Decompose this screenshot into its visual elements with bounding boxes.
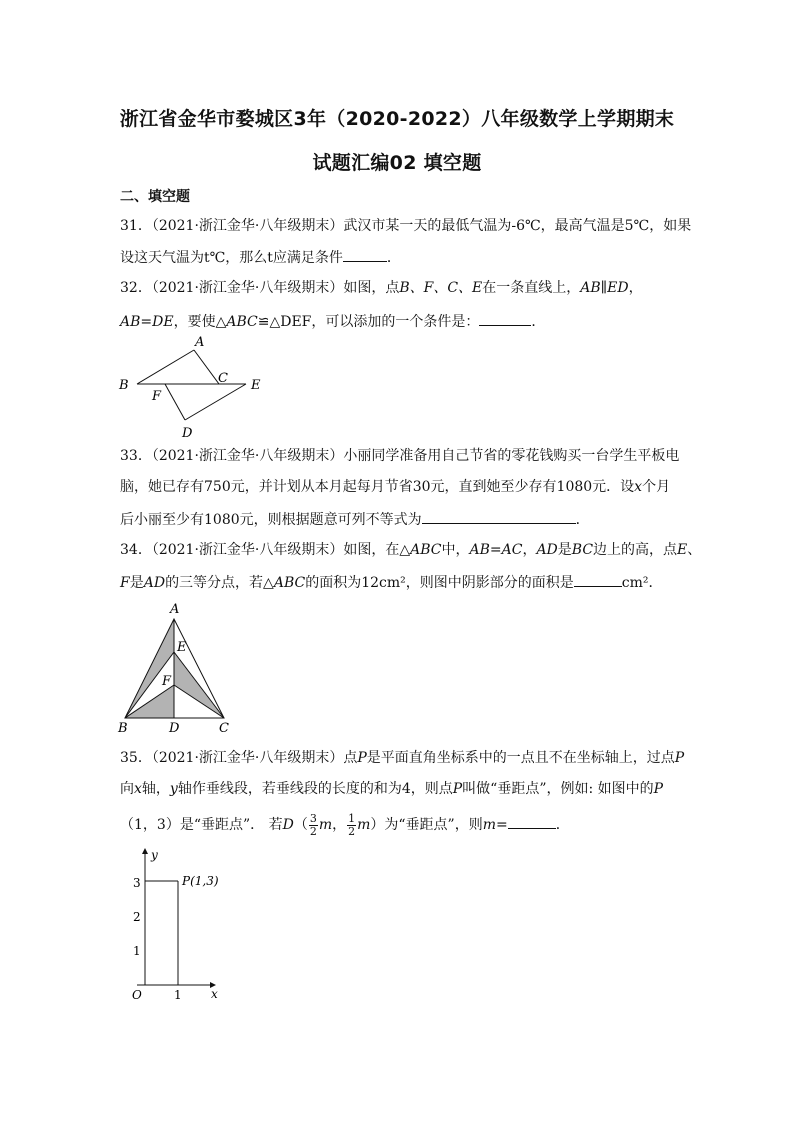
q32-text4: ≌△DEF，可以添加的一个条件是： <box>257 314 480 330</box>
q34-figure <box>115 600 240 735</box>
q32-label-e: E <box>251 378 261 393</box>
q35-point-label: P(1,3) <box>182 874 219 888</box>
q35-coordinate-figure <box>115 845 230 1005</box>
q32-text2: 在一条直线上， <box>482 280 581 296</box>
q34-line1 <box>120 540 701 560</box>
q31-text: 设这天气温为t℃，那么t应满足条件 <box>120 250 343 266</box>
q32-label-f: F <box>152 389 162 404</box>
q35-text: 35．（2021·浙江金华·八年级期末）点 <box>120 750 358 766</box>
q35-p2: P <box>674 750 685 766</box>
q32-answer-blank[interactable] <box>479 310 531 326</box>
q33-line2 <box>120 477 670 497</box>
q34-label-a: A <box>170 602 180 617</box>
q34-ad: AD <box>536 542 558 558</box>
q32-segment-ba <box>137 350 194 384</box>
q33-end: ． <box>575 512 590 528</box>
q32-parallel: AB∥ED <box>580 280 629 296</box>
q34-e: E <box>677 542 688 558</box>
q34-abc2: ABC <box>273 575 306 591</box>
q35-tick-y2: 2 <box>133 910 141 924</box>
q33-text: 脑，她已存有750元，并计划从本月起每月节省30元，直到她至少存有1080元．设 <box>120 479 635 495</box>
q35-frac2-den: 2 <box>348 824 356 838</box>
q32-figure <box>115 332 265 442</box>
q32-label-a: A <box>195 335 205 350</box>
q35-text2: 是平面直角坐标系中的一点且不在坐标轴上，过点 <box>366 750 675 766</box>
q35-t10: ）为“垂距点”，则 <box>370 817 483 833</box>
q34-t8: 的面积为12cm²，则图中阴影部分的面积是 <box>305 575 574 591</box>
q35-d: D <box>282 817 294 833</box>
q35-m3: m <box>482 817 496 833</box>
q31-line1: 31．（2021·浙江金华·八年级期末）武汉市某一天的最低气温为-6℃，最高气温是5℃，如果 <box>120 218 692 234</box>
q32-comma: ， <box>628 280 643 296</box>
q33-line1: 33．（2021·浙江金华·八年级期末）小丽同学准备用自己节省的零花钱购买一台学生平板电 <box>120 448 680 464</box>
q35-line3 <box>120 808 570 842</box>
q32-points: B、F、C、E <box>399 280 483 296</box>
q35-fraction-1 <box>309 813 318 838</box>
q34-label-e: E <box>177 640 187 655</box>
q32-text3: ，要使△ <box>173 314 227 330</box>
q35-t11: = <box>496 817 508 833</box>
q34-f: F <box>120 575 130 591</box>
q34-eq: AB=AC <box>469 542 523 558</box>
q35-fraction-2 <box>347 813 356 838</box>
q32-equal: AB=DE <box>120 314 174 330</box>
q35-p: P <box>357 750 367 766</box>
q35-line1 <box>120 748 684 768</box>
q35-tick-x1: 1 <box>174 988 182 1002</box>
q34-t2: ， <box>522 542 537 558</box>
q32-label-c: C <box>218 371 228 386</box>
q33-text2: 个月 <box>642 479 671 495</box>
q35-t8: （ <box>293 817 308 833</box>
q35-tick-y3: 3 <box>133 876 141 890</box>
q35-x: x <box>134 781 142 797</box>
q35-m1: m <box>318 817 333 833</box>
q34-t: 中， <box>441 542 470 558</box>
q35-answer-blank[interactable] <box>508 813 556 829</box>
page-title-line2: 试题汇编02 填空题 <box>312 152 482 174</box>
q34-line2 <box>120 571 663 593</box>
q35-t9: ， <box>332 817 347 833</box>
q34-unit: cm²． <box>621 575 663 591</box>
q34-bc: BC <box>571 542 594 558</box>
q35-origin-label: O <box>132 988 142 1002</box>
q35-t5: 轴作垂线段，若垂线段的长度的和为4，则点 <box>177 781 453 797</box>
q35-line2 <box>120 779 663 799</box>
q31-end: ． <box>386 250 401 266</box>
q32-label-b: B <box>119 378 129 393</box>
q35-frac2-num: 1 <box>348 811 356 825</box>
q34-answer-blank[interactable] <box>574 571 622 587</box>
q32-text: 32．（2021·浙江金华·八年级期末）如图，点 <box>120 280 400 296</box>
q35-t6: 叫做“垂距点”，例如: 如图中的 <box>462 781 654 797</box>
q33-answer-blank[interactable] <box>422 508 576 524</box>
q34-text: 34．（2021·浙江金华·八年级期末）如图，在△ <box>120 542 411 558</box>
q35-p3: P <box>452 781 463 797</box>
q35-axis-label-y: y <box>151 848 158 862</box>
q35-y: y <box>169 781 178 797</box>
q32-abc: ABC <box>226 314 258 330</box>
q32-segment-ac <box>194 350 219 384</box>
q33-var-x: x <box>634 479 643 495</box>
q35-axis-label-x: x <box>211 987 218 1001</box>
q31-answer-blank[interactable] <box>343 246 387 262</box>
q35-frac1-num: 3 <box>309 811 317 825</box>
q32-label-d: D <box>182 426 193 441</box>
q32-line2 <box>120 310 545 332</box>
q35-p4: P <box>653 781 664 797</box>
q34-abc: ABC <box>410 542 442 558</box>
q34-label-f: F <box>162 674 172 689</box>
q32-end: ． <box>531 314 546 330</box>
q34-t7: 的三等分点，若△ <box>165 575 274 591</box>
q34-t5: 、 <box>687 542 702 558</box>
q35-frac1-den: 2 <box>309 824 317 838</box>
q34-label-d: D <box>169 721 180 735</box>
q34-t6: 是 <box>129 575 144 591</box>
q32-segment-de <box>185 384 246 420</box>
q35-m2: m <box>357 817 371 833</box>
q35-t4: 轴， <box>141 781 170 797</box>
q35-t7: （1，3）是“垂距点”． 若 <box>120 817 283 833</box>
q32-line1 <box>120 278 643 298</box>
q34-t4: 边上的高，点 <box>593 542 678 558</box>
page-title-line1: 浙江省金华市婺城区3年（2020-2022）八年级数学上学期期末 <box>119 108 675 130</box>
q35-tick-y1: 1 <box>133 944 141 958</box>
q33-text3: 后小丽至少有1080元，则根据题意可列不等式为 <box>120 512 422 528</box>
q32-segment-fd <box>165 384 185 420</box>
q34-ad2: AD <box>143 575 166 591</box>
q31-line2 <box>120 246 401 268</box>
q33-line3 <box>120 508 590 530</box>
q34-label-c: C <box>219 721 229 735</box>
q35-end: ． <box>555 817 570 833</box>
section-heading: 二、填空题 <box>120 189 190 205</box>
q34-label-b: B <box>118 721 128 735</box>
q35-t3: 向 <box>120 781 134 797</box>
q34-t3: 是 <box>557 542 572 558</box>
